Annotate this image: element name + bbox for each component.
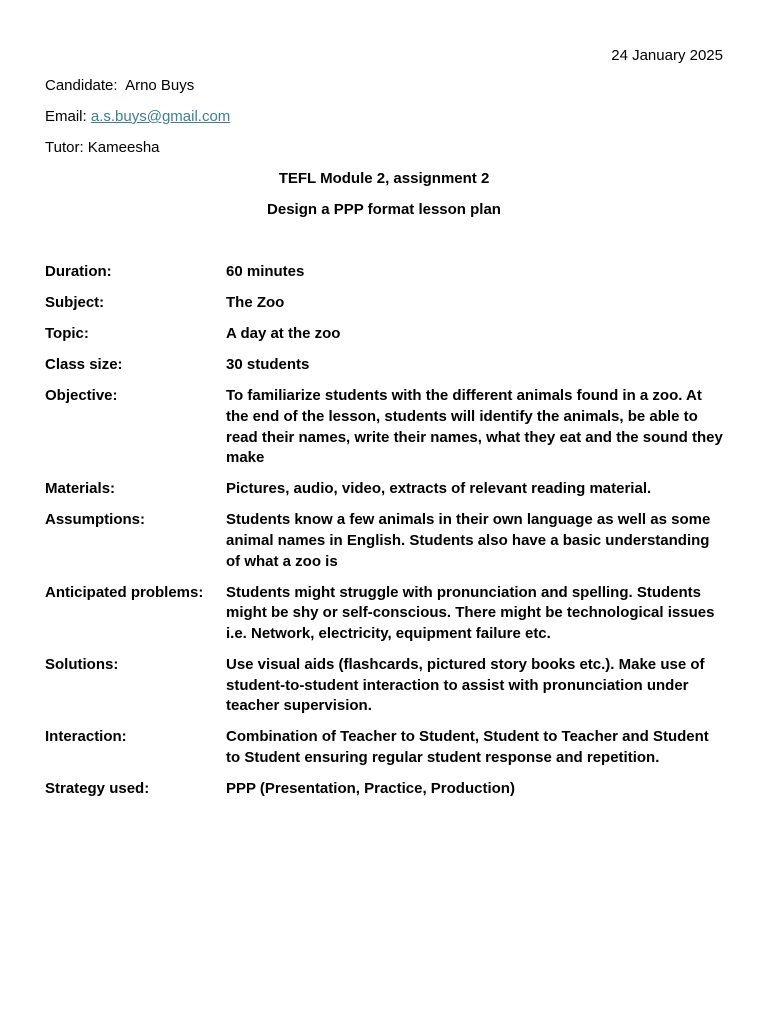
detail-row-subject [45, 293, 723, 314]
lesson-details [45, 262, 723, 810]
email-line [45, 108, 230, 126]
detail-label: Topic: [45, 325, 89, 343]
email-link[interactable]: a.s.buys@gmail.com [90, 108, 231, 125]
detail-value: PPP (Presentation, Practice, Production) [226, 779, 515, 797]
detail-value: The Zoo [226, 294, 285, 312]
document-date: 24 January 2025 [611, 47, 723, 64]
detail-row-anticipated-problems [45, 583, 723, 645]
detail-label: Interaction: [45, 728, 127, 746]
detail-row-topic [45, 324, 723, 345]
detail-row-duration [45, 262, 723, 283]
candidate-label: Candidate: [45, 77, 118, 94]
detail-row-interaction [45, 727, 723, 768]
detail-value: 60 minutes [226, 263, 305, 280]
detail-label: Subject: [45, 294, 105, 312]
candidate-name: Arno Buys [125, 77, 195, 94]
detail-row-solutions [45, 655, 723, 717]
detail-value: Pictures, audio, video, extracts of relevant reading material. [226, 480, 652, 498]
detail-label: Anticipated problems: [45, 583, 204, 601]
detail-value: Use visual aids (flashcards, pictured story books etc.). Make use of student-to-student interaction to assist with pronunciation under teacher supervision. [226, 655, 705, 715]
detail-value: 30 students [226, 356, 310, 374]
detail-row-class-size [45, 355, 723, 376]
detail-label: Class size: [45, 356, 123, 374]
document-title: TEFL Module 2, assignment 2 [278, 170, 490, 187]
document-subtitle: Design a PPP format lesson plan [267, 201, 501, 218]
candidate-line [45, 77, 194, 95]
detail-label: Assumptions: [45, 511, 146, 529]
detail-label: Materials: [45, 480, 116, 498]
detail-label: Objective: [45, 387, 118, 405]
email-label: Email: [45, 108, 87, 125]
tutor-name: Kameesha [87, 139, 160, 156]
detail-label: Duration: [45, 263, 112, 280]
detail-row-assumptions [45, 510, 723, 572]
detail-row-materials [45, 479, 723, 500]
detail-value: Students might struggle with pronunciation and spelling. Students might be shy or self-conscious. There might be technological issues i.e. Network, electricity, equipment failure etc. [226, 583, 715, 642]
detail-row-strategy [45, 779, 723, 800]
detail-value: Students know a few animals in their own language as well as some animal names in English. Students also have a basic understanding of what a zoo is [226, 511, 711, 570]
tutor-label: Tutor: [45, 139, 84, 156]
detail-label: Solutions: [45, 655, 119, 673]
detail-value: A day at the zoo [226, 325, 341, 343]
detail-value: To familiarize students with the different animals found in a zoo. At the end of the lesson, students will identify the animals, be able to read their names, write their names, what they eat and the sound they make [226, 387, 723, 467]
detail-row-objective [45, 386, 723, 468]
tutor-line [45, 139, 160, 157]
detail-label: Strategy used: [45, 779, 150, 797]
detail-value: Combination of Teacher to Student, Student to Teacher and Student to Student ensuring regular student response and repetition. [226, 728, 709, 766]
